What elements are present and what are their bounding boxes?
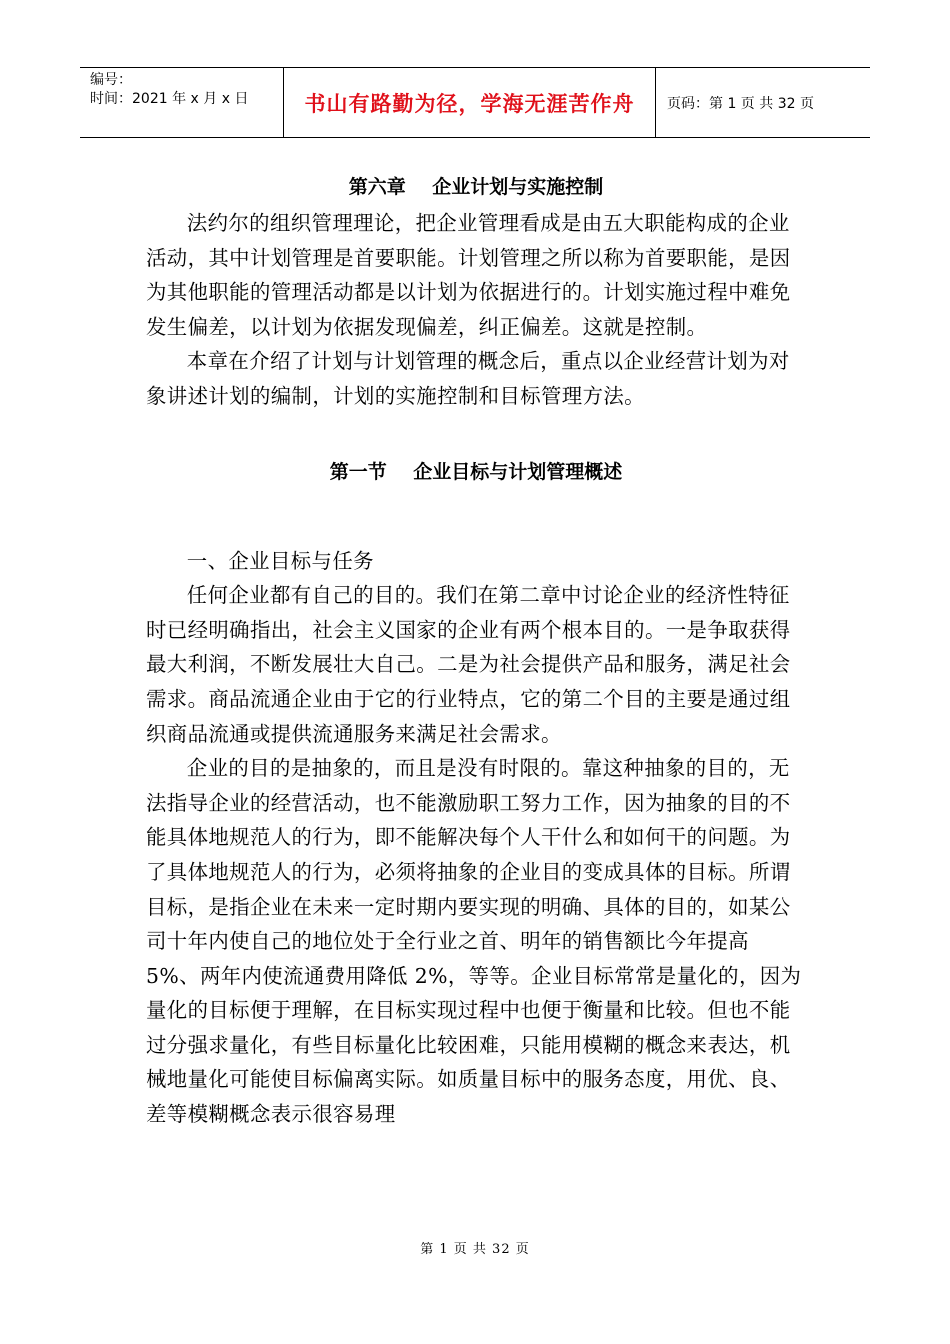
header-meta (80, 68, 283, 137)
page-footer: 第 1 页 共 32 页 (420, 1242, 530, 1257)
chapter-title (146, 168, 806, 206)
chapter-name: 企业计划与实施控制 (432, 176, 604, 198)
section-title (146, 452, 806, 492)
motto-text: 书山有路勤为径，学海无涯苦作舟 (304, 91, 635, 116)
intro-paragraph: 本章在介绍了计划与计划管理的概念后，重点以企业经营计划为对象讲述计划的编制，计划的实施控制和目标管理方法。 (146, 349, 790, 408)
document-date-label: 时间：2021 年 x 月 x 日 (90, 91, 249, 107)
body-paragraph: 企业的目的是抽象的，而且是没有时限的。靠这种抽象的目的，无法指导企业的经营活动，也不能激励职工努力工作，因为抽象的目的不能具体地规范人的行为，即不能解决每个人干什么和如何干的问题。为了具体地规范人的行为，必须将抽象的企业目的变成具体的目标。所谓目标，是指企业在未来一定时期内要实现的明确、具体的目的，如某公司十年内使自己的地位处于全行业之首、明年的销售额比今年提高 5%、两年内使流通费用降低 2%，等等。企业目标常常是量化的，因为量化的目标便于理解，在目标实现过程中也便于衡量和比较。但也不能过分强求量化，有些目标量化比较困难，只能用模糊的概念来表达，机械地量化可能使目标偏离实际。如质量目标中的服务态度，用优、良、差等模糊概念表示很容易理 (146, 756, 802, 1127)
chapter-number: 第六章 (348, 176, 406, 198)
intro-paragraph: 法约尔的组织管理理论，把企业管理看成是由五大职能构成的企业活动，其中计划管理是首要职能。计划管理之所以称为首要职能，是因为其他职能的管理活动都是以计划为依据进行的。计划实施过程中难免发生偏差，以计划为依据发现偏差，纠正偏差。这就是控制。 (146, 211, 791, 339)
subsection-heading: 一、企业目标与任务 (186, 548, 374, 573)
section-number: 第一节 (329, 460, 387, 483)
section-name: 企业目标与计划管理概述 (413, 460, 623, 483)
page-header (80, 67, 870, 138)
header-page-info-cell (656, 68, 870, 137)
header-motto-cell (283, 68, 656, 137)
header-page-info: 页码：第 1 页 共 32 页 (667, 95, 814, 112)
document-number-label: 编号： (90, 72, 132, 88)
body-paragraph: 任何企业都有自己的目的。我们在第二章中讨论企业的经济性特征时已经明确指出，社会主义国家的企业有两个根本目的。一是争取获得最大利润，不断发展壮大自己。二是为社会提供产品和服务，满足社会需求。商品流通企业由于它的行业特点，它的第二个目的主要是通过组织商品流通或提供流通服务来满足社会需求。 (146, 583, 791, 746)
document-body (146, 168, 806, 1132)
